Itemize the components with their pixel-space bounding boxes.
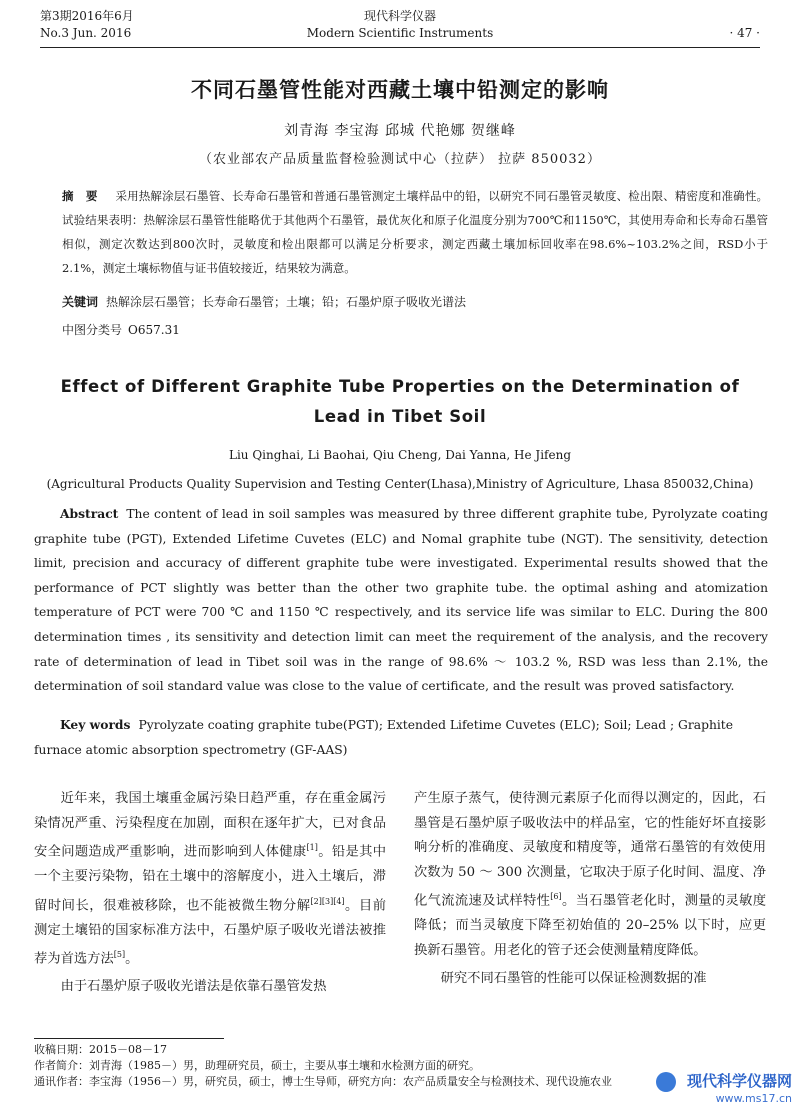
issue-en: No.3 Jun. 2016 — [40, 26, 132, 40]
body-text: 产生原子蒸气，使待测元素原子化而得以测定的，因此，石墨管是石墨炉原子吸收法中的样品室，它的性能好坏直接影响分析的准确度、灵敏度和精度等，通常石墨管的有效使用次数为 50 ～ 300 次测量，它取决于原子化时间、温度、净化气流流速及试样特性 — [414, 791, 766, 909]
body-paragraph: 研究不同石墨管的性能可以保证检测数据的准 — [440, 970, 707, 986]
keywords-en — [34, 713, 768, 762]
citation[interactable]: [1] — [306, 843, 318, 853]
authors-en: Liu Qinghai, Li Baohai, Qiu Cheng, Dai Yanna, He Jifeng — [228, 448, 572, 462]
header-rule — [40, 47, 760, 48]
abstract-en-text: The content of lead in soil samples was measured by three different graphite tube, Pyrolyzate coating graphite tube (PGT), Extended Lifetime Cuvetes (ELC) and Nomal graphite tube (NGT). The sensitivity, detection limit, precision and accuracy of different graphite tube were investigated. Experimental results showed that the performance of PCT slightly was better than the other two graphite tube. the optimal ashing and atomization temperature of PCT were 700 ℃ and 1150 ℃ respectively, and its service life was similar to ELC. During the 800 determination times , its sensitivity and detection limit can meet the requirement of the analysis, and the recovery rate of determination of lead in Tibet soil was in the range of 98.6% ～ 103.2 %, RSD was less than 2.1%, the determination of soil standard value was close to the value of certificate, and the result was proved satisfactory. — [34, 507, 768, 694]
keywords-en-label: Key words — [60, 717, 131, 732]
affiliation-cn: （农业部农产品质量监督检验测试中心（拉萨） 拉萨 850032） — [199, 152, 601, 167]
running-header — [40, 8, 760, 48]
body-paragraph — [34, 787, 386, 972]
body-paragraph: 由于石墨炉原子吸收光谱法是依靠石墨管发热 — [60, 979, 327, 995]
body-paragraph — [414, 787, 766, 964]
watermark-logo-icon — [656, 1072, 676, 1092]
citation[interactable]: [6] — [550, 892, 562, 902]
keywords-cn-text: 热解涂层石墨管；长寿命石墨管；土壤；铅；石墨炉原子吸收光谱法 — [106, 295, 467, 309]
body-text: 。 — [125, 951, 139, 967]
keywords-cn-label: 关键词 — [62, 295, 99, 309]
body-text: 。铅是其中一个主要污染物，铅在土壤中的溶解度小，进入土壤后，滞留时间长，很难被移除，也不能被微生物分解 — [34, 844, 387, 914]
abstract-en — [34, 502, 768, 699]
footnote-author: 作者简介：刘青海（1985－）男，助理研究员，硕士，主要从事土壤和水检测方面的研究。 — [34, 1059, 480, 1072]
watermark-name: 现代科学仪器网 — [686, 1072, 792, 1090]
body-text: 近年来，我国土壤重金属污染日趋严重，存在重金属污染情况严重、污染程度在加剧，面积在逐年扩大，已对食品安全问题造成严重影响，进而影响到人体健康 — [34, 791, 386, 860]
page-number: · 47 · — [729, 26, 760, 40]
abstract-cn-text: 采用热解涂层石墨管、长寿命石墨管和普通石墨管测定土壤样品中的铅，以研究不同石墨管灵敏度、检出限、精密度和准确性。试验结果表明：热解涂层石墨管性能略优于其他两个石墨管，最优灰化和原子化温度分别为700℃和1150℃，其使用寿命和长寿命石墨管相似，测定次数达到800次时，灵敏度和检出限都可以满足分析要求，测定西藏土壤加标回收率在98.6%~103.2%之间，RSD小于2.1%，测定土壤标物值与证书值较接近，结果较为满意。 — [62, 189, 768, 275]
citation[interactable]: [2][3][4] — [310, 896, 345, 906]
journal-cn: 现代科学仪器 — [363, 9, 436, 23]
citation[interactable]: [5] — [113, 950, 126, 960]
footnote-rule — [34, 1038, 224, 1039]
affiliation-en: (Agricultural Products Quality Supervision and Testing Center(Lhasa),Ministry of Agriculture, Lhasa 850032,China) — [46, 477, 754, 491]
body-column-left — [34, 787, 386, 1000]
watermark — [674, 1068, 792, 1112]
body-column-right — [414, 787, 766, 991]
classification-label: 中图分类号 — [62, 323, 123, 337]
authors-cn: 刘青海 李宝海 邱城 代艳娜 贺继峰 — [284, 123, 516, 139]
classification-value: O657.31 — [128, 323, 180, 337]
classification-cn — [62, 321, 180, 338]
footnote-corresponding: 通讯作者：李宝海（1956－）男，研究员，硕士，博士生导师，研究方向：农产品质量安全与检测技术、现代设施农业 — [34, 1075, 612, 1088]
watermark-url: www.ms17.cn — [715, 1092, 792, 1105]
issue-cn: 第3期2016年6月 — [40, 9, 134, 23]
keywords-en-text: Pyrolyzate coating graphite tube(PGT); Extended Lifetime Cuvetes (ELC); Soil; Lead ; Graphite furnace atomic absorption spectrometry (GF-AAS) — [34, 718, 734, 757]
keywords-cn — [62, 293, 768, 310]
body-text: 。目前测定土壤铅的国家标准方法中，石墨炉原子吸收光谱法被推荐为首选方法 — [34, 898, 387, 967]
abstract-en-label: Abstract — [60, 506, 119, 521]
title-cn: 不同石墨管性能对西藏土壤中铅测定的影响 — [191, 77, 609, 102]
body-text: 。当石墨管老化时，测量的灵敏度降低；而当灵敏度下降至初始值的 20–25% 以下时，应更换新石墨管。用老化的管子还会使测量精度降低。 — [414, 893, 767, 958]
abstract-cn-label: 摘 要 — [62, 189, 102, 203]
journal-name — [40, 8, 760, 42]
journal-en: Modern Scientific Instruments — [306, 26, 494, 40]
abstract-cn — [62, 184, 768, 280]
footnote-received: 收稿日期：2015－08－17 — [34, 1043, 167, 1056]
title-en: Effect of Different Graphite Tube Properties on the Determination of Lead in Tibet Soil — [60, 377, 740, 426]
